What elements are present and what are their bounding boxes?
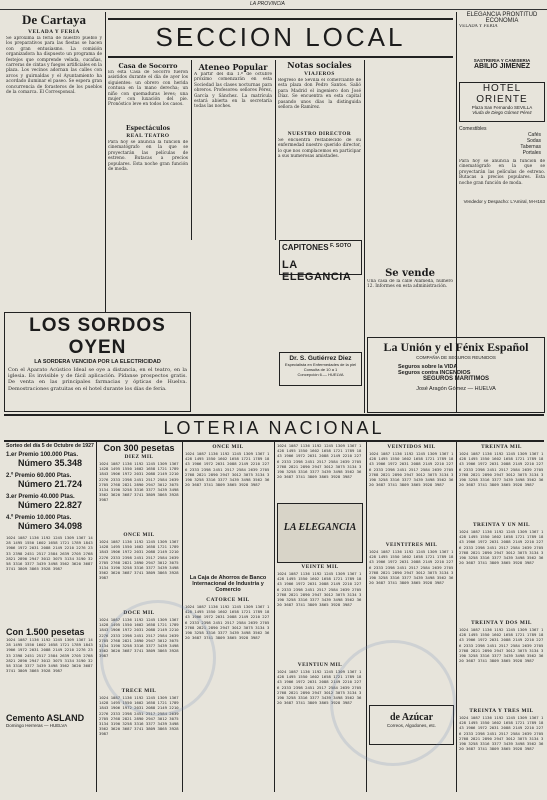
number-list: 1024 1087 1136 1192 1245 1309 1367 1428 1495 1550 1602 1658 1721 1789 1843 1906 1972 2031 2088 2149 2210 2276 2333 2398 2451 2517 2584 2639 2705 2768 2821 2890 2947 3012 3075 3134 3190 3258 3316 3377 3439 3498 3562 3620 3687 3741 3809 3865 3928 3987 xyxy=(277,669,362,706)
ad-capitones-left: CAPITONES xyxy=(282,243,329,252)
insurance-line2: Seguros contra INCENDIOS xyxy=(398,370,471,376)
section-label: TRECE MIL xyxy=(121,688,157,694)
ad-doctor-addr: Consulta de 10 a 1 xyxy=(303,367,338,372)
prize-label: 2.º Premio 60.000 Ptas. xyxy=(6,473,72,479)
tailor-name: ABILIO JIMENEZ xyxy=(473,63,530,70)
ad-vende xyxy=(367,268,453,309)
hotel-owner: Viuda de Diego Gómez Pérez xyxy=(472,110,532,115)
hotel-name: HOTEL ORIENTE xyxy=(476,83,528,105)
ateneo-heading: Ateneo Popular xyxy=(198,62,268,72)
casa-socorro-body: En esta Casa de Socorro fueron asistidos durante el día de ayer los siguientes: un obrero con herida contusa en la mano derecha; un niño con quemaduras leves; una mujer con luxación del pie. Pronóstico leve en todos los casos. xyxy=(108,70,188,108)
insurance-agent: José Aragón Gómez — HUELVA xyxy=(416,386,496,392)
director-body: Se encuentra restablecido de su enfermedad nuestro querido director, lo que nos complacemos en participar a sus numerosas amistades. xyxy=(278,138,361,160)
ateneo-body: A partir del día 1.º de octubre próximo comenzarán en esta Sociedad las clases nocturnas para obreros. Profesores: señores Pérez, García y Sánchez. La matrícula estará abierta en la secretaría todas las noches. xyxy=(194,72,272,110)
prize-label: 4.º Premio 10.000 Ptas. xyxy=(6,515,72,521)
ad-capitones xyxy=(279,240,362,283)
number-list: 1024 1087 1136 1192 1245 1309 1367 1428 1495 1550 1602 1658 1721 1789 1843 1906 1972 2031 2088 2149 2210 2276 2333 2398 2451 2517 2584 2639 2705 2768 2821 2890 2947 3012 3075 3134 3190 3258 3316 3377 3439 3498 3562 3620 3687 3741 3809 3865 3928 3987 xyxy=(369,451,454,488)
casa-socorro-heading: Casa de Socorro xyxy=(118,62,178,70)
center-col-1 xyxy=(108,62,188,230)
prize-label: 3.er Premio 40.000 Ptas. xyxy=(6,494,75,500)
section-label: TREINTA Y UN MIL xyxy=(472,522,531,528)
number-list: 1024 1087 1136 1192 1245 1309 1367 1428 1495 1550 1602 1658 1721 1789 1843 1906 1972 2031 2088 2149 2210 2276 2333 2398 2451 2517 2584 2639 2705 2768 2821 2890 2947 3012 3075 3134 3190 3258 3316 3377 3439 3498 3562 3620 3687 3741 3809 3865 3928 3987 xyxy=(6,535,93,572)
list-item: Portales xyxy=(522,150,541,156)
comestibles-list xyxy=(459,132,545,156)
ad-capitones-right: F. SOTO xyxy=(330,243,352,249)
center-col-2 xyxy=(194,62,272,232)
number-list: 1024 1087 1136 1192 1245 1309 1367 1428 1495 1550 1602 1658 1721 1789 1843 1906 1972 2031 2088 2149 2210 2276 2333 2398 2451 2517 2584 2639 2705 2768 2821 2890 2947 3012 3075 3134 3190 3258 3316 3377 3439 3498 3562 3620 3687 3741 3809 3865 3928 3987 xyxy=(99,695,179,737)
number-list: 1024 1087 1136 1192 1245 1309 1367 1428 1495 1550 1602 1658 1721 1789 1843 1906 1972 2031 2088 2149 2210 2276 2333 2398 2451 2517 2584 2639 2705 2768 2821 2890 2947 3012 3075 3134 3190 3258 3316 3377 3439 3498 3562 3620 3687 3741 3809 3865 3928 3987 xyxy=(99,617,179,659)
section-label: ONCE MIL xyxy=(212,444,244,450)
section-label: TREINTA Y DOS MIL xyxy=(471,620,532,626)
center-col-3 xyxy=(278,60,361,258)
prize-label: 1.er Premio 100.000 Ptas. xyxy=(6,452,79,458)
number-list: 1024 1087 1136 1192 1245 1309 1367 1428 1495 1550 1602 1658 1721 1789 1843 1906 1972 2031 2088 2149 2210 2276 2333 2398 2451 2517 2584 2639 2705 2768 2821 2890 2947 3012 3075 3134 3190 3258 3316 3377 3439 3498 3562 3620 3687 3741 3809 3865 3928 3987 xyxy=(277,571,362,608)
sorteo-date: Sorteo del día 5 de Octubre de 1927 xyxy=(6,443,94,449)
right-top-filler: VELADA Y FERIA xyxy=(459,24,498,29)
article-heading: De Cartaya xyxy=(22,12,86,27)
ad-sordos-subtitle: LA SORDERA VENCIDA POR LA ELECTRICIDAD xyxy=(34,359,161,365)
right-column xyxy=(459,12,545,204)
ad-coffee xyxy=(277,503,363,563)
ad-elegancia-name: LA ELEGANCIA xyxy=(282,259,352,283)
section-label: CATORCE MIL xyxy=(206,597,250,603)
con-300-heading: Con 300 pesetas xyxy=(103,443,175,453)
ad-hotel xyxy=(459,82,545,122)
prize-number: Número 22.827 xyxy=(17,500,83,510)
number-list: 1024 1087 1136 1192 1245 1309 1367 1428 1495 1550 1602 1658 1721 1789 1843 1906 1972 2031 2088 2149 2210 2276 2333 2398 2451 2517 2584 2639 2705 2768 2821 2890 2947 3012 3075 3134 3190 3258 3316 3377 3439 3498 3562 3620 3687 3741 3809 3865 3928 3987 xyxy=(459,529,544,566)
insurance-sub: COMPAÑIA DE SEGUROS REUNIDOS xyxy=(416,355,496,360)
number-list: 1024 1087 1136 1192 1245 1309 1367 1428 1495 1550 1602 1658 1721 1789 1843 1906 1972 2031 2088 2149 2210 2276 2333 2398 2451 2517 2584 2639 2705 2768 2821 2890 2947 3012 3075 3134 3190 3258 3316 3377 3439 3498 3562 3620 3687 3741 3809 3865 3928 3987 xyxy=(459,627,544,664)
ad-sordos-title: LOS SORDOS OYEN xyxy=(29,315,166,358)
number-list: 1024 1087 1136 1192 1245 1309 1367 1428 1495 1550 1602 1658 1721 1789 1843 1906 1972 2031 2088 2149 2210 2276 2333 2398 2451 2517 2584 2639 2705 2768 2821 2890 2947 3012 3075 3134 3190 3258 3316 3377 3439 3498 3562 3620 3687 3741 3809 3865 3928 3987 xyxy=(369,549,454,586)
section-label: VEINTE MIL xyxy=(301,564,339,570)
number-list: 1024 1087 1136 1192 1245 1309 1367 1428 1495 1550 1602 1658 1721 1789 1843 1906 1972 2031 2088 2149 2210 2276 2333 2398 2451 2517 2584 2639 2705 2768 2821 2890 2947 3012 3075 3134 3190 3258 3316 3377 3439 3498 3562 3620 3687 3741 3809 3865 3928 3987 xyxy=(99,461,179,503)
prize-number: Número 21.724 xyxy=(17,479,83,489)
azucar-sub: Correos, Algodones, etc. xyxy=(386,723,437,728)
section-label: DOCE MIL xyxy=(123,610,155,616)
list-title: Comestibles xyxy=(459,126,487,132)
list-item: Cafés xyxy=(527,132,541,138)
lottery-prizes xyxy=(6,443,94,728)
number-list: 1024 1087 1136 1192 1245 1309 1367 1428 1495 1550 1602 1658 1721 1789 1843 1906 1972 2031 2088 2149 2210 2276 2333 2398 2451 2517 2584 2639 2705 2768 2821 2890 2947 3012 3075 3134 3190 3258 3316 3377 3439 3498 3562 3620 3687 3741 3809 3865 3928 3987 xyxy=(99,539,179,581)
number-list: 1024 1087 1136 1192 1245 1309 1367 1428 1495 1550 1602 1658 1721 1789 1843 1906 1972 2031 2088 2149 2210 2276 2333 2398 2451 2517 2584 2639 2705 2768 2821 2890 2947 3012 3075 3134 3190 3258 3316 3377 3439 3498 3562 3620 3687 3741 3809 3865 3928 3987 xyxy=(185,451,270,488)
library-stamp xyxy=(330,640,456,766)
coffee-label: LA ELEGANCIA xyxy=(283,522,357,533)
hotel-sub: Plaza San Fernando SEVILLA xyxy=(471,105,533,110)
espectaculos-heading: Espectáculos xyxy=(126,125,170,132)
list-item: Sodas xyxy=(526,138,541,144)
section-label: ONCE MIL xyxy=(123,532,155,538)
list-item: Tabernas xyxy=(520,144,541,150)
prize-number: Número 34.098 xyxy=(17,521,83,531)
ad-insurance xyxy=(367,337,545,413)
viajeros-subhead: VIAJEROS xyxy=(304,71,335,77)
lottery-col-6 xyxy=(459,443,544,785)
director-subhead: NUESTRO DIRECTOR xyxy=(287,131,352,137)
masthead xyxy=(0,0,547,10)
ad-doctor xyxy=(279,352,362,386)
right-body: Para hoy se anuncia la función de cinematógrafo en la que se proyectarán las películas de estreno. Butacas a precios populares. Esta noche gran función de moda. xyxy=(459,159,545,186)
prize-number: Número 35.348 xyxy=(17,458,83,468)
section-label: VEINTITRES MIL xyxy=(385,542,438,548)
right-top-ad: ELEGANCIA PRONTITUD ECONOMIA xyxy=(466,12,538,24)
insurance-line1: Seguros sobre la VIDA xyxy=(398,364,458,370)
ad-vende-title: Se vende xyxy=(385,268,435,279)
lottery-title: LOTERIA NACIONAL xyxy=(163,418,385,438)
azucar-title: de Azúcar xyxy=(389,712,434,723)
notas-heading: Notas sociales xyxy=(287,60,352,70)
ad-sordos-body: Con el Aparato Acústico Ideal se oye a distancia, en el teatro, en la iglesia. Es invisible y de fácil aplicación. Pídanse prospectos gratis. De venta en las principales farmacias y ópticas de Huelva. Demostraciones gratuitas en el hotel durante los días de feria. xyxy=(8,367,187,392)
cement-sub: Domingo Herreras — HUELVA xyxy=(6,723,68,728)
ad-vende-body: Una casa de la calle Alameda, número 12. Informes en esta administración. xyxy=(367,279,453,290)
section-label: VEINTIUN MIL xyxy=(297,662,343,668)
right-footer: Vendedor y Despacho: L'Amiral, M-H163 xyxy=(463,199,545,204)
number-list: 1024 1087 1136 1192 1245 1309 1367 1428 1495 1550 1602 1658 1721 1789 1843 1906 1972 2031 2088 2149 2210 2276 2333 2398 2451 2517 2584 2639 2705 2768 2821 2890 2947 3012 3075 3134 3190 3258 3316 3377 3439 3498 3562 3620 3687 3741 3809 3865 3928 3987 xyxy=(277,443,362,480)
ad-doctor-place: Concepción 6.— HUELVA xyxy=(297,372,344,377)
number-list: 1024 1087 1136 1192 1245 1309 1367 1428 1495 1550 1602 1658 1721 1789 1843 1906 1972 2031 2088 2149 2210 2276 2333 2398 2451 2517 2584 2639 2705 2768 2821 2890 2947 3012 3075 3134 3190 3258 3316 3377 3439 3498 3562 3620 3687 3741 3809 3865 3928 3987 xyxy=(6,637,93,674)
number-list: 1024 1087 1136 1192 1245 1309 1367 1428 1495 1550 1602 1658 1721 1789 1843 1906 1972 2031 2088 2149 2210 2276 2333 2398 2451 2517 2584 2639 2705 2768 2821 2890 2947 3012 3075 3134 3190 3258 3316 3377 3439 3498 3562 3620 3687 3741 3809 3865 3928 3987 xyxy=(459,715,544,752)
library-stamp xyxy=(100,600,216,716)
article-subhead: VELADA Y FERIA xyxy=(28,29,80,35)
viajeros-body: Regresó de Sevilla el comerciante de esta plaza don Pedro Santos. Salió para Madrid el ingeniero don José Díaz. Se encuentra en esta capital pasando unos días la distinguida señora de Ramírez. xyxy=(278,78,361,111)
section-header xyxy=(108,18,453,58)
con-1500-heading: Con 1.500 pesetas xyxy=(6,627,85,637)
section-label: DIEZ MIL xyxy=(124,454,154,460)
section-label: VEINTIDOS MIL xyxy=(387,444,436,450)
ad-doctor-title: Dr. S. Gutiérrez Diez xyxy=(289,355,352,362)
ad-doctor-sub: Especialista en Enfermedades de la piel xyxy=(284,362,357,367)
left-column xyxy=(6,12,102,276)
section-title: SECCION LOCAL xyxy=(155,22,406,52)
lottery-col-3 xyxy=(185,443,271,754)
article-body: Se aproxima la feria de nuestro pueblo y los preparativos para las fiestas se hacen con gran entusiasmo. La comisión organizadora ha dispuesto un programa de festejos que comprende velada, cucañas, carreras de cintas y fuegos artificiales en la plaza. Los vecinos adornan las calles con arcos y guirnaldas y el Ayuntamiento ha acordado iluminar el paseo. Se espera gran concurrencia de forasteros de los pueblos de la comarca. El Corresponsal. xyxy=(6,36,102,96)
tailor-sub: SASTRERIA Y CAMISERIA xyxy=(473,58,531,63)
teatro-subhead: REAL TEATRO xyxy=(126,133,170,139)
insurance-line3: SEGUROS MARITIMOS xyxy=(422,376,489,382)
teatro-body: Para hoy se anuncia la función de cinematógrafo en la que se proyectarán las películas de estreno. Butacas a precios populares. Esta noche gran función de moda. xyxy=(108,140,188,173)
cement-ad: Cemento ASLAND xyxy=(6,713,85,723)
section-label: TREINTA Y TRES MIL xyxy=(469,708,534,714)
masthead-title: LA PROVINCIA xyxy=(250,1,285,7)
ad-sordos xyxy=(4,312,191,412)
number-list: 1024 1087 1136 1192 1245 1309 1367 1428 1495 1550 1602 1658 1721 1789 1843 1906 1972 2031 2088 2149 2210 2276 2333 2398 2451 2517 2584 2639 2705 2768 2821 2890 2947 3012 3075 3134 3190 3258 3316 3377 3439 3498 3562 3620 3687 3741 3809 3865 3928 3987 xyxy=(185,604,270,641)
caja-ad: La Caja de Ahorros de Banco Internacional de Industria y Comercio xyxy=(189,575,267,593)
insurance-title: La Unión y el Fénix Español xyxy=(383,340,529,354)
lottery-header xyxy=(4,414,544,442)
number-list: 1024 1087 1136 1192 1245 1309 1367 1428 1495 1550 1602 1658 1721 1789 1843 1906 1972 2031 2088 2149 2210 2276 2333 2398 2451 2517 2584 2639 2705 2768 2821 2890 2947 3012 3075 3134 3190 3258 3316 3377 3439 3498 3562 3620 3687 3741 3809 3865 3928 3987 xyxy=(459,451,544,488)
section-label: TREINTA MIL xyxy=(481,444,522,450)
